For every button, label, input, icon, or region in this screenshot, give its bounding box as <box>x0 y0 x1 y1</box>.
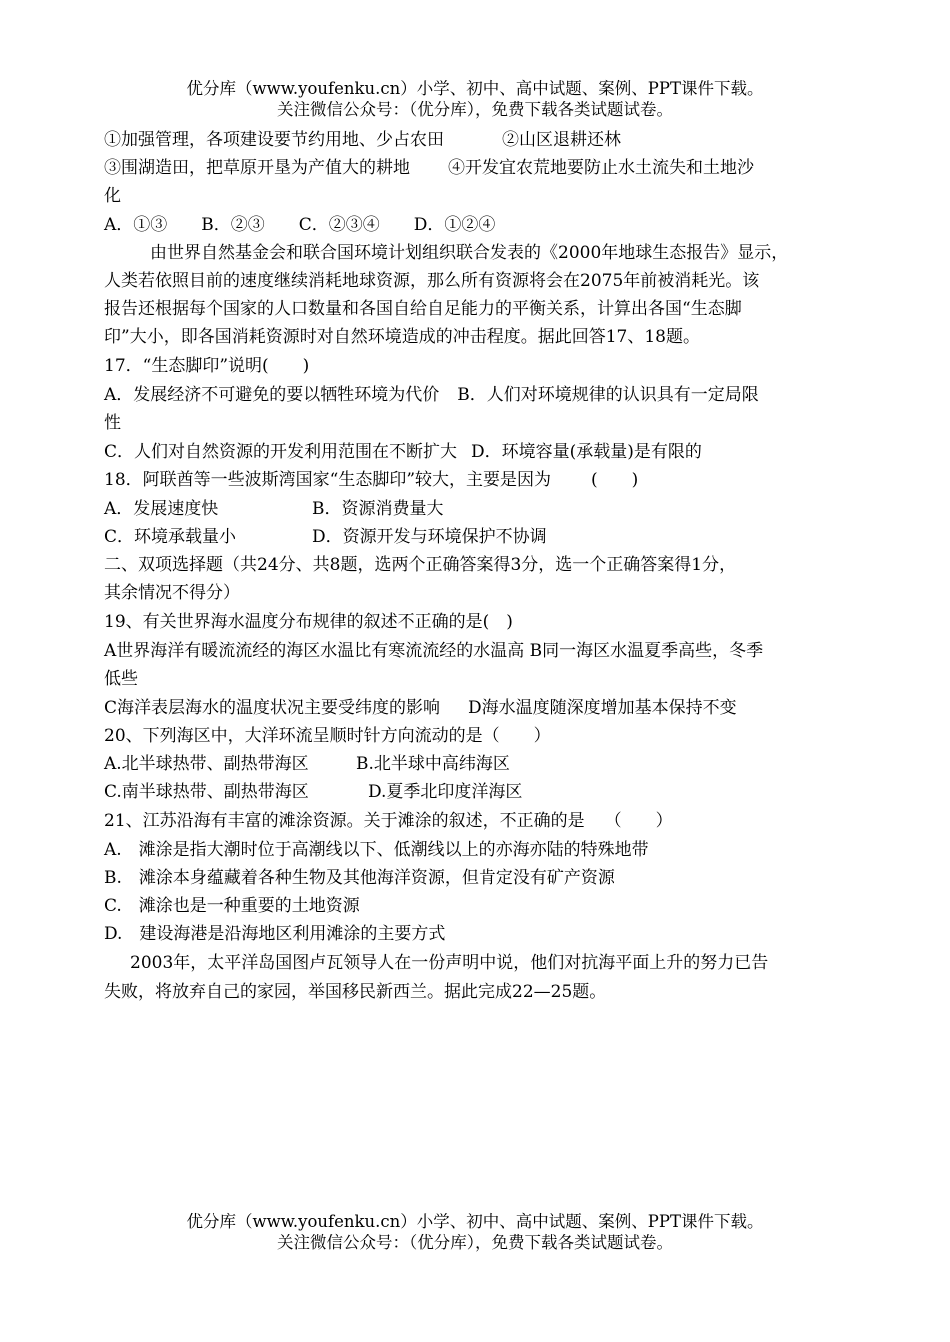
q16-options-row-2 <box>104 156 754 180</box>
q17-option-c: C．人们对自然资源的开发利用范围在不断扩大 <box>104 442 458 462</box>
q18-option-cd <box>104 525 547 549</box>
q18-option-ab <box>104 497 444 521</box>
passage1-line-2: 人类若依照目前的速度继续消耗地球资源，那么所有资源将会在2075年前被消耗光。该 <box>104 271 760 291</box>
passage2-line-1: 2003年，太平洋岛国图卢瓦领导人在一份声明中说，他们对抗海平面上升的努力已告 <box>130 953 769 973</box>
page-footer-line-1: 优分库（www.youfenku.cn）小学、初中、高中试题、案例、PPT课件下载。 <box>186 1212 764 1231</box>
q20-option-cd <box>104 780 522 804</box>
passage1-line-1: 由世界自然基金会和联合国环境计划组织联合发表的《2000年地球生态报告》显示， <box>150 243 789 263</box>
q19-stem: 19、有关世界海水温度分布规律的叙述不正确的是( ) <box>104 612 513 632</box>
q21-stem-row <box>104 809 673 833</box>
section2-title-line-2: 其余情况不得分） <box>104 583 240 603</box>
q16-options-row-1 <box>104 128 621 152</box>
q20-option-a: A.北半球热带、副热带海区 <box>104 754 309 774</box>
q16-choices <box>104 213 495 237</box>
q16-option-1: ①加强管理，各项建设要节约用地、少占农田 <box>104 130 444 150</box>
q18-stem-row <box>104 468 638 492</box>
q17-option-b-wrap: 性 <box>104 413 121 433</box>
section2-title-line-1: 二、双项选择题（共24分、共8题，选两个正确答案得3分，选一个正确答案得1分， <box>104 555 737 575</box>
q19-option-cd <box>104 696 737 720</box>
q21-option-d: D. 建设海港是沿海地区利用滩涂的主要方式 <box>104 924 446 944</box>
q16-option-2: ②山区退耕还林 <box>502 130 621 150</box>
passage2-line-2: 失败，将放弃自己的家园，举国移民新西兰。据此完成22—25题。 <box>104 982 607 1002</box>
q16-choice-a: A．①③ <box>104 215 168 235</box>
q19-option-ab: A世界海洋有暖流流经的海区水温比有寒流流经的水温高 B同一海区水温夏季高些，冬季 <box>104 641 764 661</box>
q20-option-ab <box>104 752 510 776</box>
q20-stem: 20、下列海区中，大洋环流呈顺时针方向流动的是（ ） <box>104 726 551 746</box>
q18-answer-blank: ( ) <box>591 470 639 490</box>
q16-choice-c: C．②③④ <box>298 215 380 235</box>
q16-option-4-wrap: 化 <box>104 186 121 206</box>
q21-option-b: B. 滩涂本身蕴藏着各种生物及其他海洋资源，但肯定没有矿产资源 <box>104 868 615 888</box>
q17-stem: 17．“生态脚印”说明( ) <box>104 356 310 376</box>
q16-option-3: ③围湖造田，把草原开垦为产值大的耕地 <box>104 158 410 178</box>
q21-stem: 21、江苏沿海有丰富的滩涂资源。关于滩涂的叙述，不正确的是 <box>104 811 585 831</box>
q18-option-c: C．环境承载量小 <box>104 527 237 547</box>
q20-option-b: B.北半球中高纬海区 <box>356 754 510 774</box>
passage1-line-4: 印”大小，即各国消耗资源时对自然环境造成的冲击程度。据此回答17、18题。 <box>104 327 700 347</box>
q18-option-d: D．资源开发与环境保护不协调 <box>312 527 547 547</box>
q17-option-a: A．发展经济不可避免的要以牺牲环境为代价 <box>104 385 440 405</box>
q17-option-b: B．人们对环境规律的认识具有一定局限 <box>457 385 759 405</box>
q17-option-d: D．环境容量(承载量)是有限的 <box>471 442 702 462</box>
q20-option-d: D.夏季北印度洋海区 <box>368 782 523 802</box>
page-header-line-1: 优分库（www.youfenku.cn）小学、初中、高中试题、案例、PPT课件下载。 <box>186 79 764 98</box>
passage1-line-3: 报告还根据每个国家的人口数量和各国自给自足能力的平衡关系，计算出各国“生态脚 <box>104 299 742 319</box>
page-footer-line-2: 关注微信公众号：（优分库），免费下载各类试题试卷。 <box>277 1233 673 1252</box>
q16-option-4: ④开发宜农荒地要防止水土流失和土地沙 <box>448 158 754 178</box>
q16-choice-b: B．②③ <box>201 215 265 235</box>
q18-stem: 18．阿联酋等一些波斯湾国家“生态脚印”较大，主要是因为 <box>104 470 552 490</box>
q19-option-b-wrap: 低些 <box>104 669 138 689</box>
q21-option-c: C. 滩涂也是一种重要的土地资源 <box>104 896 360 916</box>
q16-choice-d: D．①②④ <box>413 215 496 235</box>
q19-option-c: C海洋表层海水的温度状况主要受纬度的影响 <box>104 698 441 718</box>
q20-option-c: C.南半球热带、副热带海区 <box>104 782 309 802</box>
q17-option-ab <box>104 383 759 407</box>
q18-option-a: A．发展速度快 <box>104 499 219 519</box>
q21-answer-blank: （ ） <box>604 811 673 831</box>
q18-option-b: B．资源消费量大 <box>312 499 444 519</box>
q17-option-cd <box>104 440 702 464</box>
q19-option-d: D海水温度随深度增加基本保持不变 <box>468 698 737 718</box>
page-header-line-2: 关注微信公众号：（优分库），免费下载各类试题试卷。 <box>277 100 673 119</box>
q21-option-a: A. 滩涂是指大潮时位于高潮线以下、低潮线以上的亦海亦陆的特殊地带 <box>104 840 649 860</box>
